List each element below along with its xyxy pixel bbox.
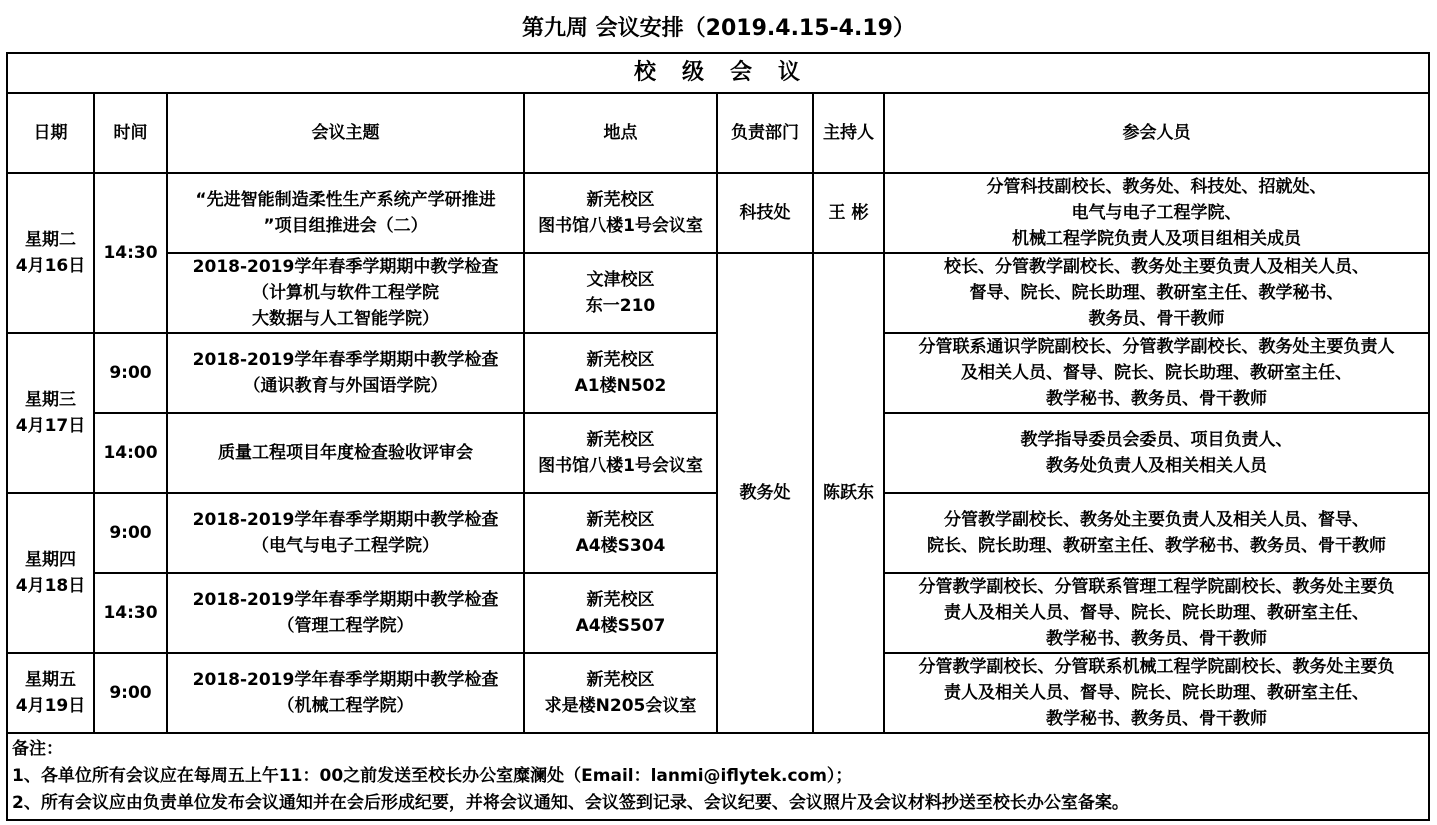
date: 4月17日 <box>15 416 86 436</box>
table-row <box>7 173 1429 253</box>
weekday: 星期五 <box>25 670 76 690</box>
header-attendees: 参会人员 <box>884 93 1429 173</box>
time-cell: 14:30 <box>94 573 167 653</box>
topic-cell: “先进智能制造柔性生产系统产学研推进 ”项目组推进会（二） <box>167 173 524 253</box>
note-item: 1、各单位所有会议应在每周五上午11：00之前发送至校长办公室糜澜处（Email：lanmi@iflytek.com）； <box>12 766 853 786</box>
weekday: 星期四 <box>25 550 76 570</box>
location-cell: 新芜校区 A4楼S507 <box>524 573 717 653</box>
header-time: 时间 <box>94 93 167 173</box>
attendees-cell: 分管教学副校长、分管联系机械工程学院副校长、教务处主要负 责人及相关人员、督导、院长、院长助理、教研室主任、 教学秘书、教务员、骨干教师 <box>884 653 1429 733</box>
location-cell: 新芜校区 A1楼N502 <box>524 333 717 413</box>
attendees-cell: 分管教学副校长、分管联系管理工程学院副校长、教务处主要负 责人及相关人员、督导、院长、院长助理、教研室主任、 教学秘书、教务员、骨干教师 <box>884 573 1429 653</box>
header-host: 主持人 <box>813 93 884 173</box>
meeting-schedule-table <box>6 52 1430 821</box>
date-cell <box>7 493 94 653</box>
topic-cell: 2018-2019学年春季学期期中教学检查 （电气与电子工程学院） <box>167 493 524 573</box>
topic-cell: 2018-2019学年春季学期期中教学检查 （机械工程学院） <box>167 653 524 733</box>
time-cell: 9:00 <box>94 653 167 733</box>
department-cell: 教务处 <box>717 253 813 733</box>
location-cell: 新芜校区 图书馆八楼1号会议室 <box>524 173 717 253</box>
table-row <box>7 253 1429 333</box>
host-cell: 陈跃东 <box>813 253 884 733</box>
level-heading: 校级会议 <box>7 53 1429 93</box>
time-cell: 14:30 <box>94 173 167 333</box>
location-cell: 文津校区 东一210 <box>524 253 717 333</box>
location-cell: 新芜校区 求是楼N205会议室 <box>524 653 717 733</box>
header-topic: 会议主题 <box>167 93 524 173</box>
header-location: 地点 <box>524 93 717 173</box>
weekday: 星期二 <box>25 230 76 250</box>
topic-cell: 2018-2019学年春季学期期中教学检查 （通识教育与外国语学院） <box>167 333 524 413</box>
header-department: 负责部门 <box>717 93 813 173</box>
notes-label: 备注： <box>12 739 63 759</box>
date: 4月16日 <box>15 256 86 276</box>
notes-row <box>7 733 1429 820</box>
date: 4月18日 <box>15 576 86 596</box>
attendees-cell: 分管科技副校长、教务处、科技处、招就处、 电气与电子工程学院、 机械工程学院负责人及项目组相关成员 <box>884 173 1429 253</box>
host-cell: 王 彬 <box>813 173 884 253</box>
topic-cell: 质量工程项目年度检查验收评审会 <box>167 413 524 493</box>
header-date: 日期 <box>7 93 94 173</box>
note-item: 2、所有会议应由负责单位发布会议通知并在会后形成纪要，并将会议通知、会议签到记录、会议纪要、会议照片及会议材料抄送至校长办公室备案。 <box>12 793 1129 813</box>
topic-cell: 2018-2019学年春季学期期中教学检查 （管理工程学院） <box>167 573 524 653</box>
weekday: 星期三 <box>25 390 76 410</box>
location-cell: 新芜校区 图书馆八楼1号会议室 <box>524 413 717 493</box>
notes-cell <box>7 733 1429 820</box>
date-cell <box>7 173 94 333</box>
attendees-cell: 分管联系通识学院副校长、分管教学副校长、教务处主要负责人 及相关人员、督导、院长、院长助理、教研室主任、 教学秘书、教务员、骨干教师 <box>884 333 1429 413</box>
attendees-cell: 分管教学副校长、教务处主要负责人及相关人员、督导、 院长、院长助理、教研室主任、教学秘书、教务员、骨干教师 <box>884 493 1429 573</box>
date-cell <box>7 333 94 493</box>
department-cell: 科技处 <box>717 173 813 253</box>
location-cell: 新芜校区 A4楼S304 <box>524 493 717 573</box>
date: 4月19日 <box>15 696 86 716</box>
topic-cell: 2018-2019学年春季学期期中教学检查 （计算机与软件工程学院 大数据与人工智能学院） <box>167 253 524 333</box>
header-row <box>7 93 1429 173</box>
time-cell: 9:00 <box>94 333 167 413</box>
time-cell: 14:00 <box>94 413 167 493</box>
page-title: 第九周 会议安排（2019.4.15-4.19） <box>522 15 915 41</box>
time-cell: 9:00 <box>94 493 167 573</box>
attendees-cell: 校长、分管教学副校长、教务处主要负责人及相关人员、 督导、院长、院长助理、教研室主任、教学秘书、 教务员、骨干教师 <box>884 253 1429 333</box>
date-cell <box>7 653 94 733</box>
attendees-cell: 教学指导委员会委员、项目负责人、 教务处负责人及相关相关人员 <box>884 413 1429 493</box>
